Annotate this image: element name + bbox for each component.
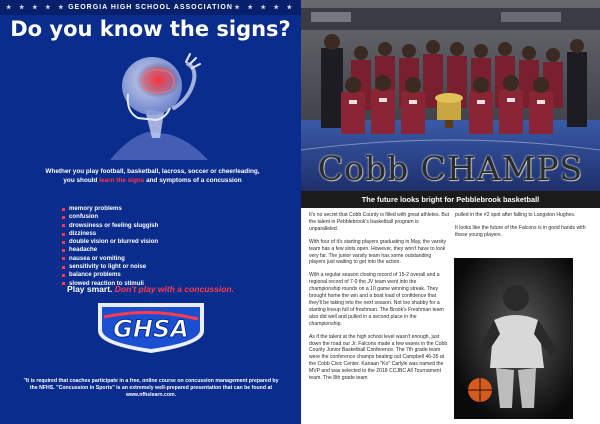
intro-highlight: learn the signs [99,176,145,184]
skull-brain-illustration [90,48,215,163]
list-item [62,213,158,221]
bullet-icon [62,249,65,252]
list-item [62,255,158,263]
tagline-plain: Play smart. [67,284,113,294]
paragraph: As if the talent at the high school level wasn't enough, just down the road our Jr. Falcons made a few waves in the Cobb County Junior Basketball Conference. The 7th grade team were the conference champs beating out Campbell 46-35 at the Cobb Civic Center. Kanaan "Ko" Carlyle was named the MVP and was selected to the 2018 CCJBC All Tournament team. The 8th grade team [309,333,448,382]
tagline-highlight: Don't play with a concussion. [114,284,234,294]
article-title: Cobb CHAMPS [317,149,584,188]
intro-after: and symptoms of a concussion [144,176,242,184]
list-item [62,238,158,246]
symptom-label: sensitivity to light or noise [69,263,147,271]
bullet-icon [62,274,65,277]
header-stars-left: ★ ★ ★ ★ ★ [6,5,67,11]
paragraph: With a regular season closing record of 15-2 overall and a regional record of 7-0 the JV team went into the championship rounds on a 10 game winning streak. They brought home the win and a boat load of confidence that they'll be taking into the next season. Not too shabby for a starting lineup full of freshman. The Brook's Freshman team also did well and pulled in a second place in the championship. [309,272,444,327]
paragraph: pulled in the #2 spot after falling to Langston Hughes. [455,212,576,218]
association-header [0,0,301,15]
ad-disclaimer: "It is required that coaches participate in a free, online course on concussion management prepared by the NFHS. "Concussion in Sports" is an extremely well-prepared presentation that can be found at www.nfhslearn.com. [23,378,279,398]
symptom-label: dizziness [69,229,97,237]
article-subtitle: The future looks bright for Pebblebrook basketball [301,191,600,208]
cobb-champs-article [301,0,600,424]
list-item [62,246,158,254]
bullet-icon [62,233,65,236]
list-item [62,205,158,213]
list-item [62,222,158,230]
symptom-label: memory problems [69,205,122,212]
list-item [62,263,158,271]
symptom-label: balance problems [69,271,121,279]
ad-tagline [0,284,301,294]
symptom-label: double vision or blurred vision [69,238,159,246]
association-name: GEORGIA HIGH SCHOOL ASSOCIATION [68,4,233,11]
bullet-icon [62,224,65,227]
player-photo [454,258,573,419]
ghsa-logo-text: GHSA [113,315,189,343]
bullet-icon [62,266,65,269]
article-column-1 [309,212,449,388]
bullet-icon [62,216,65,219]
ad-headline: Do you know the signs? [10,17,291,41]
symptom-label: confusion [69,213,99,221]
list-item [62,230,158,238]
symptom-label: headache [69,246,98,254]
symptom-label: nausea or vomiting [69,254,125,262]
ad-intro-text [45,168,260,185]
list-item [62,271,158,279]
ghsa-logo [90,297,212,355]
bullet-icon [62,257,65,260]
symptom-list [62,205,158,288]
bullet-icon [62,208,65,211]
paragraph: With four of it's starting players graduating in May, the varsity team has a few slots open. However, they won't have to look very far. The junior varsity team has some outstanding players just waiting to get into the action. [309,238,447,266]
header-stars-right: ★ ★ ★ ★ ★ [234,5,295,11]
bullet-icon [62,241,65,244]
paragraph: It's no secret that Cobb County is filled with great athletes. But the talent in Pebblebrook's basketball program is unparalleled. [309,212,449,232]
symptom-label: drowsiness or feeling sluggish [69,221,159,229]
symptom-label: slowed reaction to stimuli [69,279,144,287]
paragraph: It looks like the future of the Falcons is in good hands with these young players. [455,224,586,238]
article-column-2 [455,212,593,245]
intro-before: Whether you play football, basketball, lacross, soccer or cheerleading, you should [45,168,260,184]
